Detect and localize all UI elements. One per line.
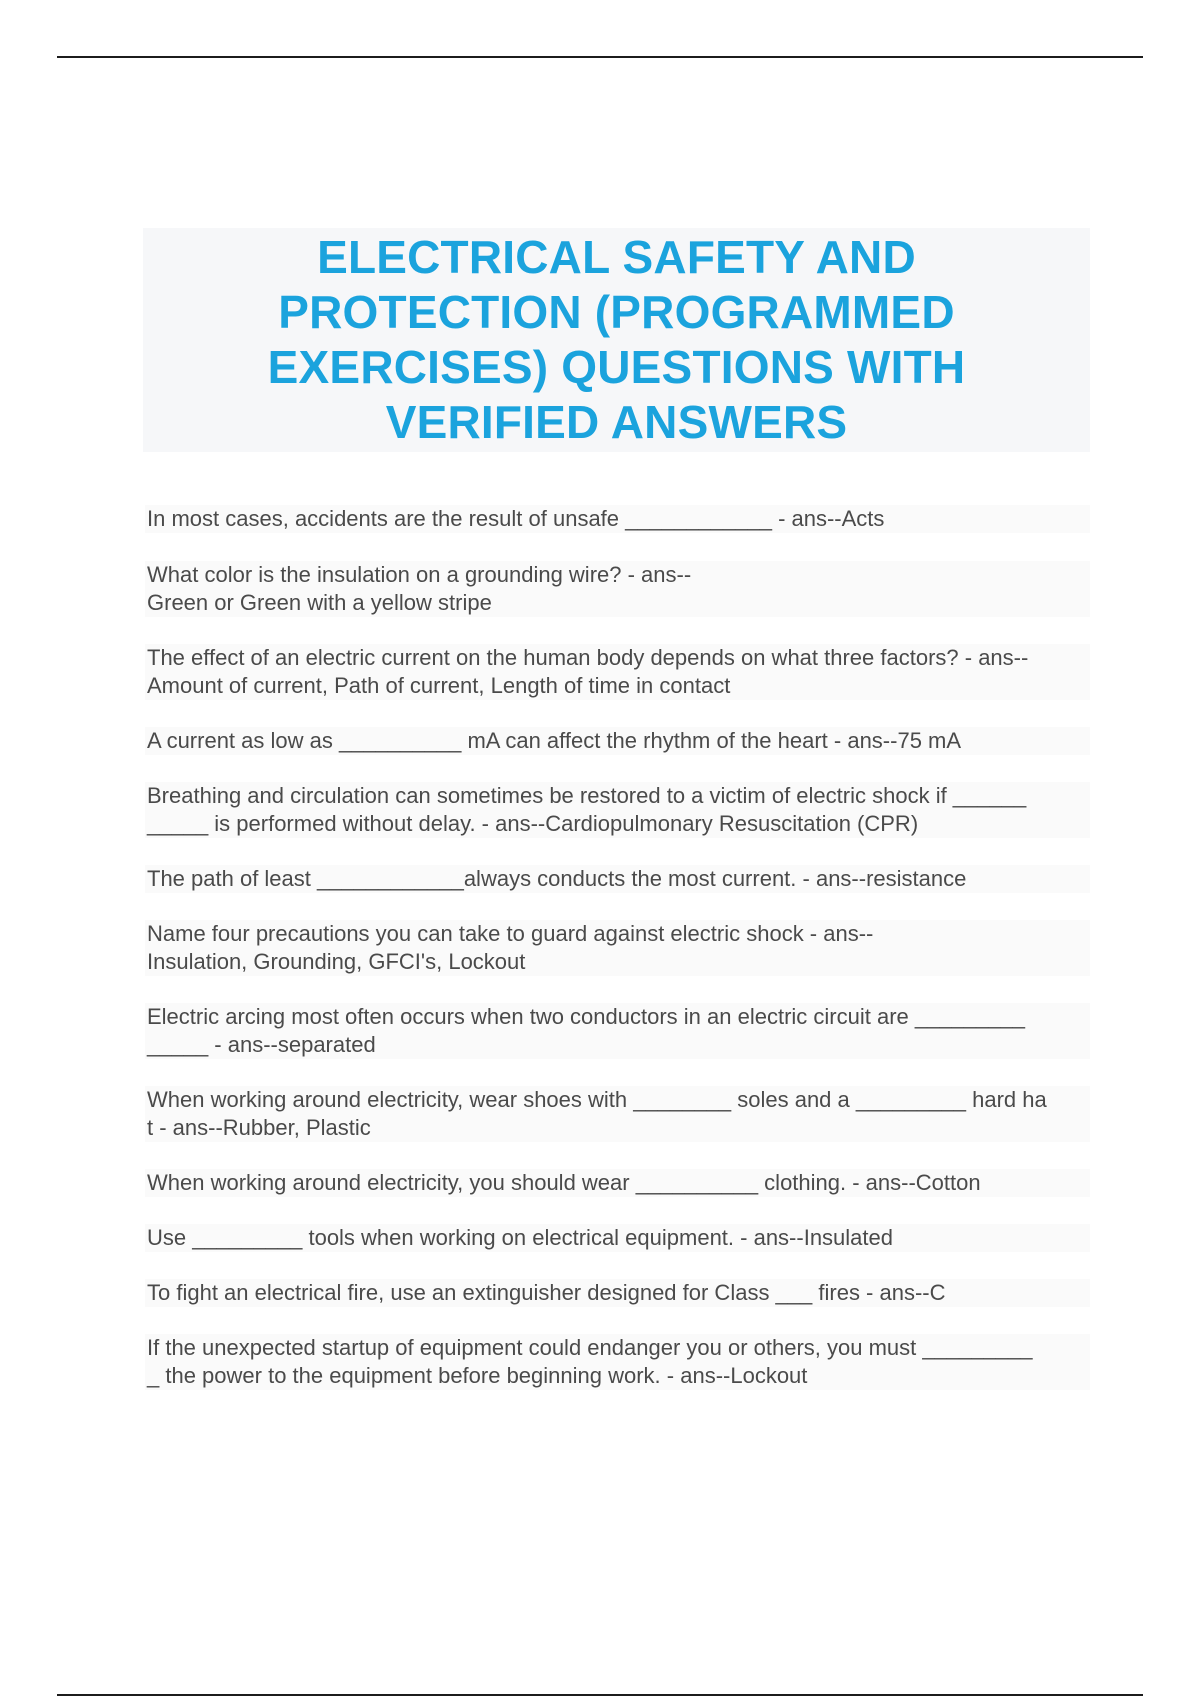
- qa-item: Breathing and circulation can sometimes be restored to a victim of electric shock if ______ _____ is performed without delay. - ans--Cardiopulmonary Resuscitation (CPR): [145, 782, 1090, 838]
- qa-item: The path of least ____________always conducts the most current. - ans--resistance: [145, 865, 1090, 893]
- qa-item: In most cases, accidents are the result of unsafe ____________ - ans--Acts: [145, 505, 1090, 533]
- top-divider: [57, 56, 1143, 58]
- bottom-divider: [57, 1694, 1143, 1696]
- qa-item: The effect of an electric current on the human body depends on what three factors? - ans-- Amount of current, Path of current, Length of time in contact: [145, 644, 1090, 700]
- question-answer-list: [145, 505, 1090, 1390]
- document-title: ELECTRICAL SAFETY AND PROTECTION (PROGRAMMED EXERCISES) QUESTIONS WITH VERIFIED ANSWERS: [267, 231, 966, 448]
- qa-item: Use _________ tools when working on electrical equipment. - ans--Insulated: [145, 1224, 1090, 1252]
- qa-item: What color is the insulation on a grounding wire? - ans-- Green or Green with a yellow stripe: [145, 561, 1090, 617]
- qa-item: Electric arcing most often occurs when two conductors in an electric circuit are _________ _____ - ans--separated: [145, 1003, 1090, 1059]
- qa-item: When working around electricity, wear shoes with ________ soles and a _________ hard ha t - ans--Rubber, Plastic: [145, 1086, 1090, 1142]
- qa-item: A current as low as __________ mA can affect the rhythm of the heart - ans--75 mA: [145, 727, 1090, 755]
- title-banner: [143, 228, 1090, 452]
- qa-item: Name four precautions you can take to guard against electric shock - ans-- Insulation, Grounding, GFCI's, Lockout: [145, 920, 1090, 976]
- qa-item: To fight an electrical fire, use an extinguisher designed for Class ___ fires - ans--C: [145, 1279, 1090, 1307]
- qa-item: When working around electricity, you should wear __________ clothing. - ans--Cotton: [145, 1169, 1090, 1197]
- qa-item: If the unexpected startup of equipment could endanger you or others, you must _________ _ the power to the equipment before beginning work. - ans--Lockout: [145, 1334, 1090, 1390]
